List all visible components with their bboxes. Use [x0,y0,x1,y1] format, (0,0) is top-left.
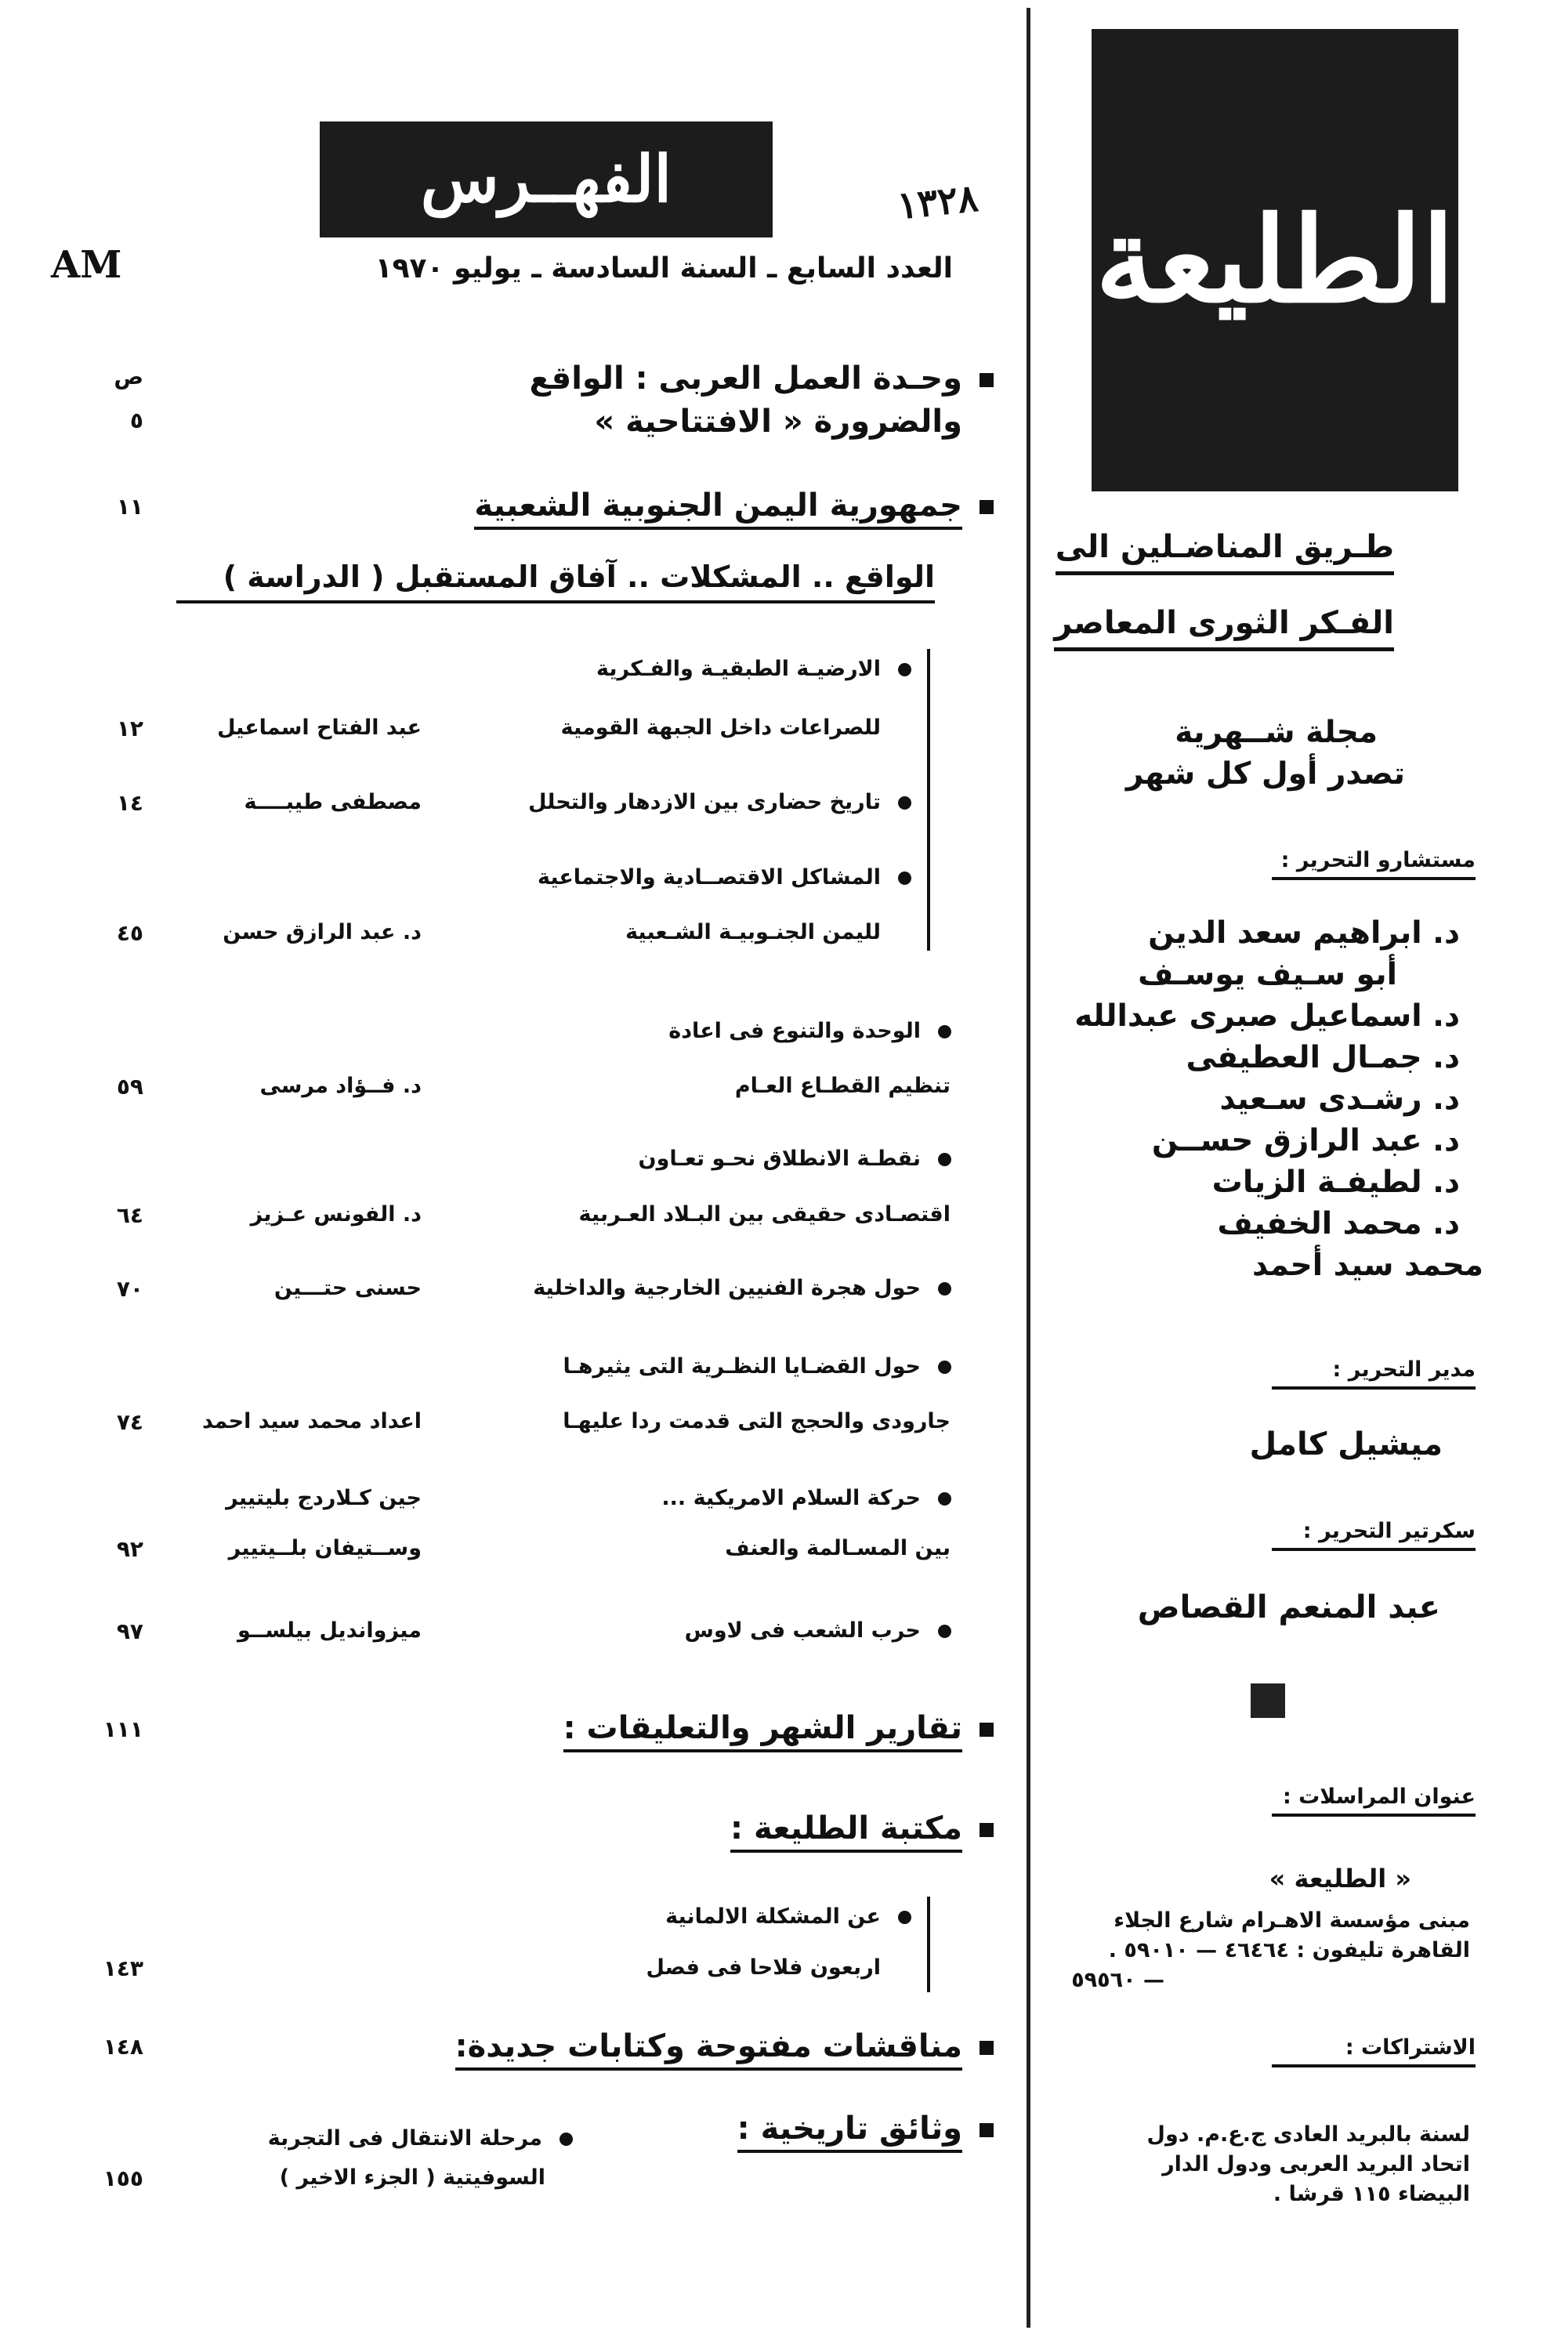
bullet-icon [938,1361,951,1374]
article-title: نقطـة الانطلاق نحـو تعـاون [639,1147,951,1171]
page-number: ٦٤ [116,1202,143,1228]
square-bullet-icon [980,1723,994,1737]
section-monthly-reports [563,1710,994,1746]
logo-text: الطليعة [1095,191,1455,329]
subscriptions-block [1147,2120,1470,2209]
advisor-name: د. اسماعيل صبرى عبدالله [1074,998,1460,1034]
advisor-name: د. لطيفـة الزيات [1211,1165,1460,1200]
bullet-icon [898,1911,911,1924]
page-number: ١١ [116,494,143,520]
article-title: الوحدة والتنوع فى اعادة [668,1019,951,1043]
square-bullet-icon [980,373,994,387]
section-title: وحـدة العمل العربى : الواقع [529,361,962,397]
masthead-logo [1092,29,1458,491]
advisors-heading: مستشارو التحرير : [1272,848,1476,880]
index-title-box [320,121,773,237]
article-author: مصطفى طيبــــة [244,790,422,814]
article-author: ميزوانديل بيلســو [237,1618,422,1643]
section-title: تقارير الشهر والتعليقات : [563,1710,962,1752]
bullet-icon [938,1153,951,1166]
page-number: ٥٩ [116,1074,143,1100]
group-bracket [927,1897,930,1992]
page-number: ٧٤ [116,1409,143,1435]
article-title-line: اربعون فلاحا فى فصل [646,1955,881,1980]
editor-heading: مدير التحرير : [1272,1357,1476,1390]
page-number: ٩٢ [116,1536,143,1562]
page-number: ١٤٣ [103,1955,143,1981]
advisor-name: د. رشـدى سـعيد [1219,1082,1460,1117]
article-title: حركة السلام الامريكية ... [661,1486,951,1510]
article-title-line: جارودى والحجج التى قدمت ردا عليهـا [563,1409,951,1433]
advisor-name: د. ابراهيم سعد الدين [1148,915,1460,951]
column-divider [1027,8,1030,2328]
advisor-name: د. جمـال العطيفى [1186,1040,1460,1075]
article-title-line: بين المسـالمة والعنف [725,1536,951,1560]
section-title: مناقشات مفتوحة وكتابات جديدة: [455,2028,962,2071]
bullet-icon [898,796,911,810]
issue-line: العدد السابع ـ السنة السادسة ـ يوليو ١٩٧٠ [375,252,953,284]
square-bullet-icon [980,500,994,514]
article-author: د. عبد الرازق حسن [223,920,422,944]
advisor-name: أبو سـيف يوسـف [1138,957,1397,992]
section-historical-documents [737,2111,994,2147]
article-title-line: السوفيتية ( الجزء الاخير ) [279,2165,545,2190]
page-number: ١٢ [116,716,143,741]
handwritten-note: AM [51,243,122,287]
advisors-list [1074,912,1483,1286]
square-bullet-icon [980,2123,994,2137]
editor-name: ميشيل كامل [1249,1426,1443,1462]
article-title: حول هجرة الفنيين الخارجية والداخلية [533,1276,951,1300]
page-number: ٥ [129,408,143,433]
article-author: د. فــؤاد مرسى [259,1074,422,1098]
article-title: حرب الشعب فى لاوس [685,1618,951,1643]
advisor-name: محمد سيد أحمد [1251,1248,1483,1283]
page-number: ١١١ [103,1716,143,1742]
section-discussions [455,2028,994,2064]
page-number: ٩٧ [116,1618,143,1644]
bullet-icon [898,663,911,676]
page-label: ص [114,364,143,390]
section-library [730,1810,994,1846]
advisor-name: د. عبد الرازق حســن [1151,1123,1460,1158]
study-title: الواقع .. المشكلات .. آفاق المستقبل ( الدراسة ) [176,560,935,603]
article-title-line: اقتصـادى حقيقى بين البـلاد العـربية [578,1202,951,1227]
monthly-line-1: مجلة شــهرية [1175,715,1378,750]
bullet-icon [938,1625,951,1638]
page-number: ٤٥ [116,920,143,946]
group-bracket [927,649,930,951]
article-title: المشاكل الاقتصــادية والاجتماعية [538,865,911,890]
page-number: ١٤ [116,790,143,816]
article-title-line: تنظيم القطـاع العـام [734,1074,951,1098]
bullet-icon [938,1492,951,1506]
article-title: تاريخ حضارى بين الازدهار والتحلل [528,790,911,814]
article-title: عن المشكلة الالمانية [665,1904,911,1929]
article-author: د. الفونس عـزيز [250,1202,422,1227]
tagline-line-2: الفـكر الثورى المعاصر [1054,605,1394,651]
subscriptions-heading: الاشتراكات : [1272,2035,1476,2067]
article-title-line: لليمن الجنـوبيـة الشـعبية [625,920,881,944]
page-number: ٧٠ [116,1276,143,1302]
secretary-heading: سكرتير التحرير : [1272,1519,1476,1551]
handwritten-number: ١٣٢٨ [895,176,980,229]
article-title: حول القضـايا النظـرية التى يثيرهـا [563,1354,951,1379]
address-block [1071,1906,1470,1995]
subscription-line: البيضاء ١١٥ قرشا . [1273,2182,1470,2206]
address-line: — ٥٩٥٦٠ [1071,1968,1164,1992]
page-number: ١٥٥ [103,2165,143,2191]
section-title: مكتبة الطليعة : [730,1810,962,1853]
advisor-name: د. محمد الخفيف [1217,1206,1460,1241]
section-editorial [530,361,994,397]
index-title: الفهــرس [420,142,672,217]
article-title-line: للصراعات داخل الجبهة القومية [560,716,881,740]
article-title: الارضيـة الطبقيـة والفـكرية [596,657,911,681]
section-south-yemen [474,487,994,524]
subscription-line: لسنة بالبريد العادى ج.ع.م. دول [1146,2122,1470,2147]
subscription-line: اتحاد البريد العربى ودول الدار [1162,2152,1470,2176]
article-author: اعداد محمد سيد احمد [201,1409,422,1433]
article-author: حسنى حتـــين [273,1276,422,1300]
square-bullet-icon [980,1823,994,1837]
section-editorial-line2: والضرورة « الافتتاحية » [594,404,962,440]
monthly-line-2: تصدر أول كل شهر [1125,756,1405,792]
bullet-icon [938,1025,951,1038]
secretary-name: عبد المنعم القصاص [1137,1589,1440,1625]
article-author: وســتيفان بلــيتيير [228,1536,422,1560]
page-number: ١٤٨ [103,2034,143,2060]
bullet-icon [898,872,911,885]
section-title: وثائق تاريخية : [737,2111,962,2153]
article-author: جين كـلاردج بليتيير [226,1486,422,1510]
article-author: عبد الفتاح اسماعيل [217,716,422,740]
tagline-line-1: طـريق المناضـلين الى [1056,529,1394,575]
address-heading: عنوان المراسلات : [1272,1785,1476,1817]
address-line: مبنى مؤسسة الاهـرام شارع الجلاء [1114,1908,1470,1933]
square-bullet-icon [980,2041,994,2055]
address-line: القاهرة تليفون : ٤٦٤٦٤ — ٥٩٠١٠ . [1108,1938,1470,1962]
article-title: مرحلة الانتقال فى التجربة [268,2126,573,2151]
decorative-square [1251,1683,1285,1718]
bullet-icon [938,1282,951,1296]
bullet-icon [559,2133,573,2146]
section-title: جمهورية اليمن الجنوبية الشعبية [474,487,962,530]
address-title: « الطليعة » [1269,1864,1411,1893]
